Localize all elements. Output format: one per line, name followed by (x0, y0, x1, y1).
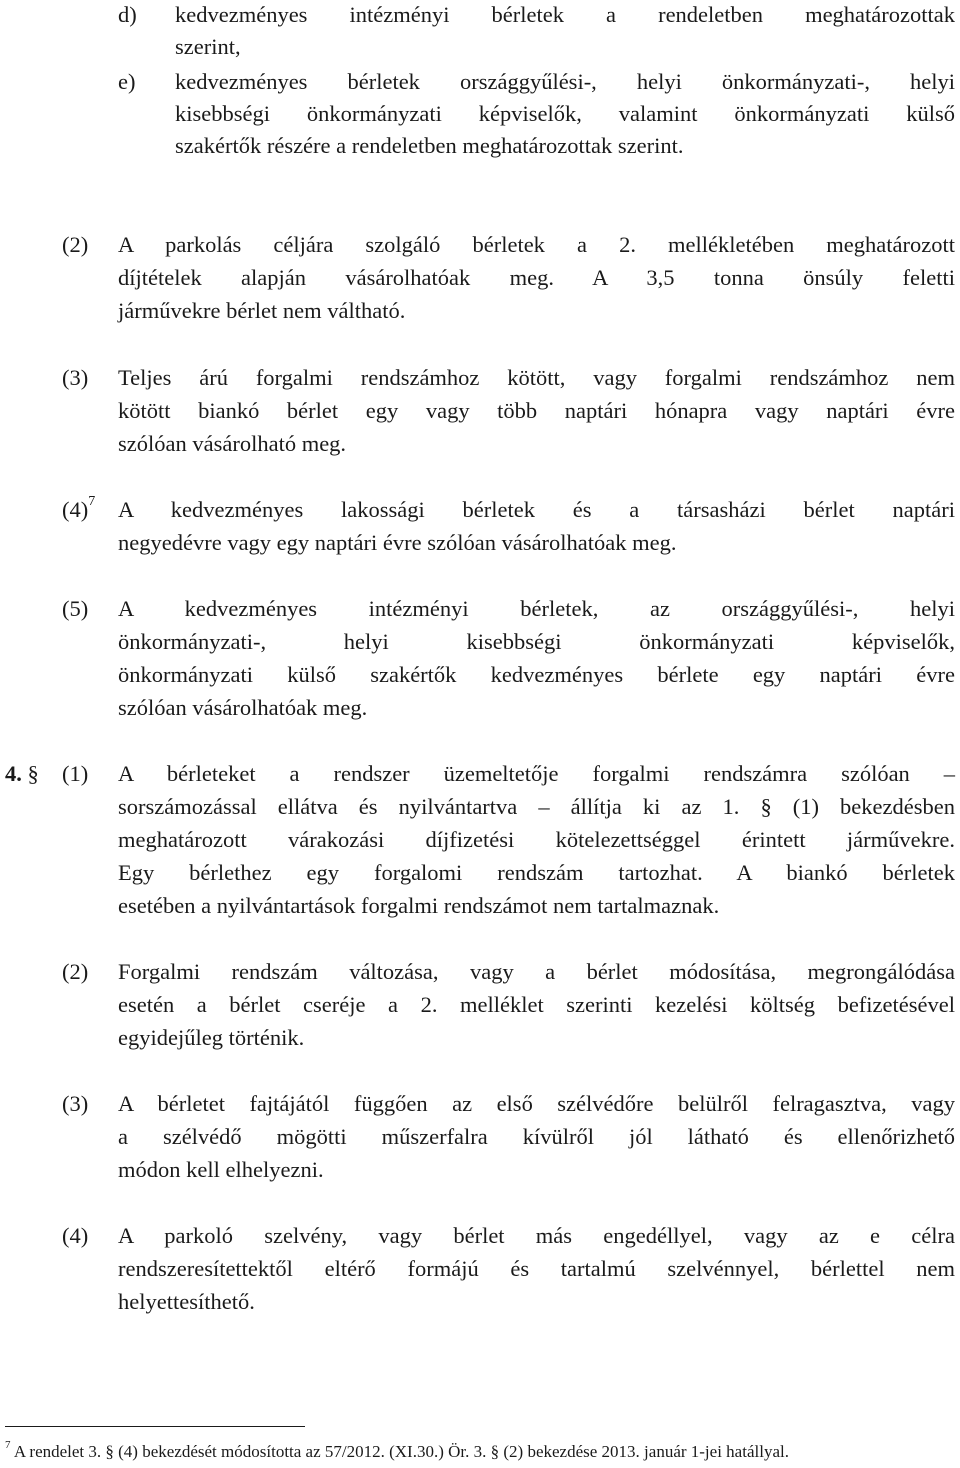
paragraph-line: rendszeresítettektől eltérő formájú és tartalmú szelvénnyel, bérlettel nem (118, 1256, 955, 1281)
footnote-number: 7 (5, 1439, 11, 1451)
paragraph-line: önkormányzati-, helyi kisebbségi önkormányzati képviselők, (118, 629, 955, 654)
paragraph-line: Teljes árú forgalmi rendszámhoz kötött, vagy forgalmi rendszámhoz nem (118, 365, 955, 390)
paragraph-line: A kedvezményes intézményi bérletek, az országgyűlési-, helyi (118, 596, 955, 621)
paragraph-line: esetében a nyilvántartások forgalmi rendszámot nem tartalmaznak. (118, 893, 720, 918)
paragraph-line: negyedévre vagy egy naptári évre szólóan vásárolhatóak meg. (118, 530, 677, 555)
paragraph-line: módon kell elhelyezni. (118, 1157, 324, 1182)
paragraph-line: meghatározott várakozási díjfizetési kötelezettséggel érintett járművekre. (118, 827, 955, 852)
paragraph-number (62, 495, 95, 525)
paragraph-line: díjtételek alapján vásárolhatóak meg. A 3,5 tonna önsúly feletti (118, 265, 955, 290)
paragraph-line: önkormányzati külső szakértők kedvezményes bérlete egy naptári évre (118, 662, 955, 687)
paragraph-line: A bérletet fajtájától függően az első szélvédőre belülről felragasztva, vagy (118, 1091, 955, 1116)
list-label-e: e) (118, 69, 136, 94)
list-item-e-line-3: szakértők részére a rendeletben meghatározottak szerint. (175, 133, 684, 158)
paragraph-line: A parkoló szelvény, vagy bérlet más engedéllyel, vagy az e célra (118, 1223, 955, 1248)
paragraph-number: (5) (62, 596, 89, 621)
list-item-e-line-1: kedvezményes bérletek országgyűlési-, helyi önkormányzati-, helyi (175, 69, 955, 94)
list-item-d-line-2: szerint, (175, 34, 241, 59)
paragraph-number: (1) (62, 761, 89, 786)
list-label-d: d) (118, 2, 137, 27)
paragraph-line: szólóan vásárolható meg. (118, 431, 347, 456)
paragraph-number: (2) (62, 232, 89, 257)
footnote-reference: 7 (88, 494, 96, 509)
list-item-e-line-2: kisebbségi önkormányzati képviselők, valamint önkormányzati külső (175, 101, 955, 126)
paragraph-line: A parkolás céljára szolgáló bérletek a 2. mellékletében meghatározott (118, 232, 955, 257)
footnote (5, 1440, 789, 1464)
section-sign: § (27, 761, 39, 786)
paragraph-line: A bérleteket a rendszer üzemeltetője forgalmi rendszámra szólóan – (118, 761, 955, 786)
paragraph-line: egyidejűleg történik. (118, 1025, 305, 1050)
paragraph-line: esetén a bérlet cseréje a 2. melléklet szerinti kezelési költség befizetésével (118, 992, 955, 1017)
section-number (5, 759, 39, 789)
footnote-separator (5, 1426, 305, 1427)
paragraph-line: Forgalmi rendszám változása, vagy a bérlet módosítása, megrongálódása (118, 959, 955, 984)
paragraph-line: járművekre bérlet nem váltható. (118, 298, 406, 323)
paragraph-number-text: (4) (62, 497, 89, 522)
paragraph-line: A kedvezményes lakossági bérletek és a társasházi bérlet naptári (118, 497, 955, 522)
footnote-text: A rendelet 3. § (4) bekezdését módosította az 57/2012. (XI.30.) Ör. 3. § (2) bekezdése 2013. január 1-jei hatállyal. (13, 1442, 789, 1461)
paragraph-number: (3) (62, 365, 89, 390)
paragraph-line: szólóan vásárolhatóak meg. (118, 695, 368, 720)
paragraph-line: Egy bérlethez egy forgalomi rendszám tartozhat. A biankó bérletek (118, 860, 955, 885)
paragraph-line: kötött biankó bérlet egy vagy több naptári hónapra vagy naptári évre (118, 398, 955, 423)
paragraph-line: a szélvédő mögötti műszerfalra kívülről jól látható és ellenőrizhető (118, 1124, 955, 1149)
section-number-text: 4. (5, 761, 22, 786)
paragraph-line: sorszámozással ellátva és nyilvántartva – állítja ki az 1. § (1) bekezdésben (118, 794, 955, 819)
paragraph-number: (3) (62, 1091, 89, 1116)
paragraph-number: (4) (62, 1223, 89, 1248)
list-item-d-line-1: kedvezményes intézményi bérletek a rendeletben meghatározottak (175, 2, 955, 27)
paragraph-number: (2) (62, 959, 89, 984)
paragraph-line: helyettesíthető. (118, 1289, 255, 1314)
